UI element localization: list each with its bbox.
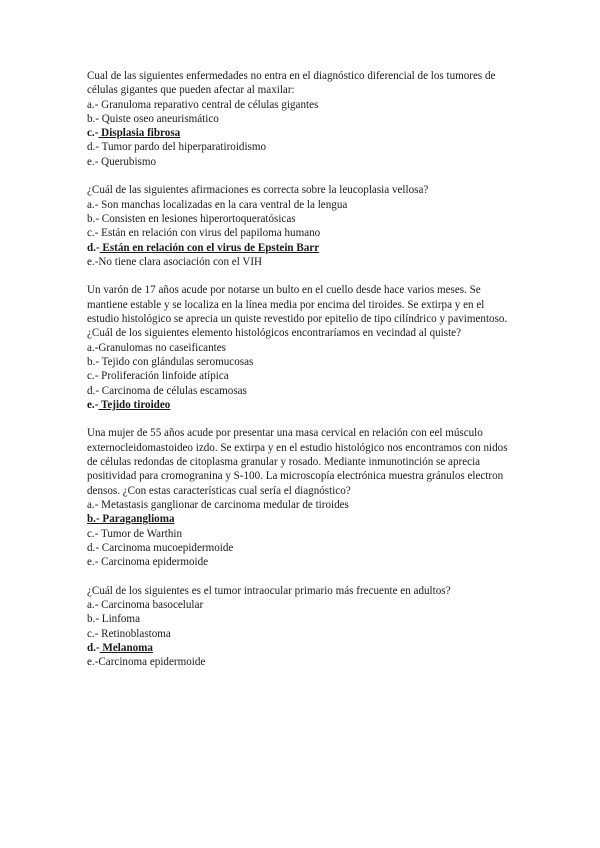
- question-4-option-c: c.- Tumor de Warthin: [87, 527, 183, 540]
- question-3-option-b: b.- Tejido con glándulas seromucosas: [87, 355, 254, 368]
- question-2-option-b: b.- Consisten en lesiones hiperortoqueratósicas: [87, 212, 296, 225]
- question-1-option-b: b.- Quiste oseo aneurismático: [87, 112, 219, 125]
- question-2-option-a: a.- Son manchas localizadas en la cara ventral de la lengua: [87, 198, 348, 211]
- question-3: [87, 283, 517, 412]
- question-1: [87, 69, 517, 169]
- question-4-option-b-correct: b.- Paraganglioma: [87, 513, 175, 526]
- question-2-option-c: c.- Están en relación con virus del papiloma humano: [87, 227, 321, 240]
- question-1-option-d: d.- Tumor pardo del hiperparatiroidismo: [87, 141, 267, 154]
- question-2-option-e: e.-No tiene clara asociación con el VIH: [87, 255, 263, 268]
- question-1-option-c-correct: c.- Displasia fibrosa: [87, 127, 181, 140]
- question-1-option-e: e.- Querubismo: [87, 155, 157, 168]
- question-1-stem: Cual de las siguientes enfermedades no entra en el diagnóstico diferencial de los tumores de células gigantes que pueden afectar al maxilar:: [87, 70, 496, 97]
- question-4-option-d: d.- Carcinoma mucoepidermoide: [87, 541, 234, 554]
- question-3-option-a: a.-Granulomas no caseificantes: [87, 341, 226, 354]
- question-3-option-d: d.- Carcinoma de células escamosas: [87, 384, 247, 397]
- question-2-option-d-correct: d.- Están en relación con el virus de Epstein Barr: [87, 241, 320, 254]
- question-3-option-c: c.- Proliferación linfoide atípica: [87, 370, 229, 383]
- question-5-option-c: c.- Retinoblastoma: [87, 627, 171, 640]
- question-4-option-a: a.- Metastasis ganglionar de carcinoma medular de tiroides: [87, 498, 349, 511]
- question-5-option-d-correct: d.- Melanoma: [87, 641, 153, 654]
- question-5-option-a: a.- Carcinoma basocelular: [87, 598, 204, 611]
- question-4: [87, 426, 517, 569]
- question-5-option-b: b.- Linfoma: [87, 613, 140, 626]
- question-5-option-e: e.-Carcinoma epidermoide: [87, 656, 206, 669]
- question-5: [87, 584, 517, 670]
- question-5-stem: ¿Cuál de los siguientes es el tumor intraocular primario más frecuente en adultos?: [87, 584, 451, 597]
- question-1-option-a: a.- Granuloma reparativo central de células gigantes: [87, 98, 319, 111]
- question-4-stem: Una mujer de 55 años acude por presentar una masa cervical en relación con eel músculo externocleidomastoideo izdo. Se extirpa y en el estudio histológico nos encontramos con nidos de células redondas de citoplasma granular y rosado. Mediante inmunotinción se aprecia positividad para cromogranina y S-100. La microscopía electrónica muestra gránulos electron densos. ¿Con estas características cual sería el diagnóstico?: [87, 427, 508, 497]
- question-4-option-e: e.- Carcinoma epidermoide: [87, 556, 209, 569]
- question-3-stem: Un varón de 17 años acude por notarse un bulto en el cuello desde hace varios meses. Se mantiene estable y se localiza en la línea media por encima del tiroides. Se extirpa y en el estudio histológico se aprecia un quiste revestido por epitelio de tipo cilíndrico y pavimentoso. ¿Cuál de los siguientes elemento histológicos encontraríamos en vecindad al quiste?: [87, 284, 508, 340]
- question-3-option-e-correct: e.- Tejido tiroideo: [87, 398, 171, 411]
- question-2: [87, 183, 517, 269]
- question-2-stem: ¿Cuál de las siguientes afirmaciones es correcta sobre la leucoplasia vellosa?: [87, 184, 429, 197]
- document-body: [87, 69, 517, 684]
